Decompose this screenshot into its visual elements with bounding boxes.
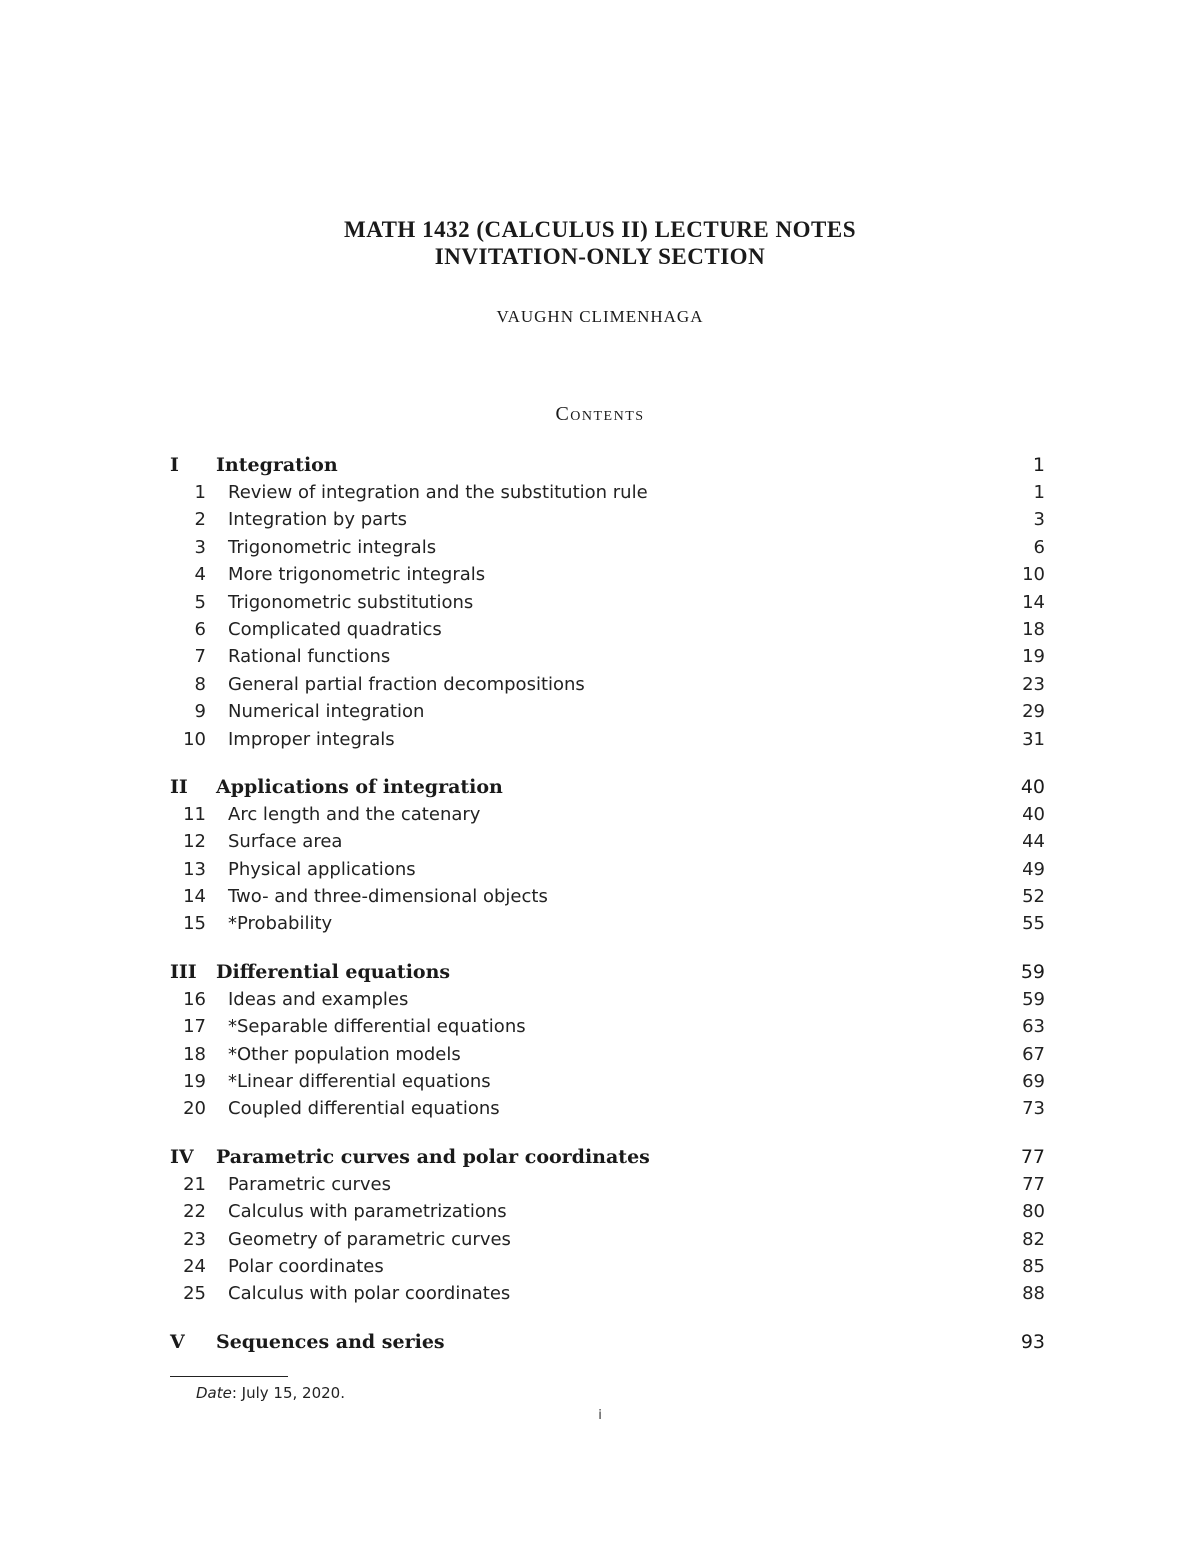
toc-section-page: 63 [1022,1016,1045,1038]
toc-section-title: General partial fraction decompositions [228,673,585,695]
toc-part-heading [170,959,450,986]
toc-part-number: III [170,960,197,983]
toc-part-page: 93 [1020,1330,1045,1353]
toc-section-title: Calculus with polar coordinates [228,1283,511,1305]
toc-section-number: 3 [194,536,206,558]
toc-section-heading [170,561,485,588]
toc-part-entry[interactable] [170,1144,1045,1171]
toc-section-page: 3 [1033,509,1045,531]
toc-section-title: *Linear differential equations [228,1071,491,1093]
toc-section-heading [170,534,436,561]
toc-section-entry[interactable] [170,561,1045,588]
toc-section-page: 6 [1033,536,1045,558]
toc-section-number: 2 [194,509,206,531]
toc-section-heading [170,671,585,698]
footnote-rule [170,1376,288,1377]
toc-section-title: *Other population models [228,1043,461,1065]
toc-section-page: 23 [1022,673,1045,695]
toc-section-heading [170,506,407,533]
toc-section-entry[interactable] [170,883,1045,910]
toc-section-title: Arc length and the catenary [228,803,481,825]
toc-section-entry[interactable] [170,726,1045,753]
toc-part-title: Integration [216,454,338,476]
toc-part [170,774,1045,938]
toc-section-entry[interactable] [170,1013,1045,1040]
toc-section-page: 73 [1022,1098,1045,1120]
toc-section-title: More trigonometric integrals [228,564,486,586]
toc-section-entry[interactable] [170,1280,1045,1307]
toc-section-entry[interactable] [170,801,1045,828]
toc-part-title: Sequences and series [216,1330,445,1353]
toc-section-number: 20 [183,1098,206,1120]
toc-section-page: 18 [1022,618,1045,640]
toc-section-entry[interactable] [170,986,1045,1013]
toc-section-page: 55 [1022,913,1045,935]
title-line-1: MATH 1432 (CALCULUS II) LECTURE NOTES [343,217,856,242]
toc-section-entry[interactable] [170,1171,1045,1198]
toc-section-number: 8 [194,673,206,695]
toc-section-heading [170,589,473,616]
toc-part-heading [170,1144,650,1171]
toc-part-entry[interactable] [170,1329,1045,1356]
toc-section-heading [170,1171,391,1198]
toc-section-entry[interactable] [170,589,1045,616]
toc-part-number: IV [170,1145,194,1168]
footnote-text: : July 15, 2020. [231,1384,345,1402]
title-line-2: INVITATION-ONLY SECTION [434,244,766,269]
toc-part-title: Parametric curves and polar coordinates [216,1145,650,1168]
toc-part-page: 1 [1032,454,1045,476]
toc-section-title: Integration by parts [228,509,407,531]
toc-section-heading [170,856,416,883]
toc-section-heading [170,1226,511,1253]
toc-section-entry[interactable] [170,1095,1045,1122]
toc-section-page: 49 [1022,858,1045,880]
toc-section-page: 59 [1022,988,1045,1010]
toc-part-number: V [170,1330,185,1353]
toc-section-heading [170,801,480,828]
toc-section-entry[interactable] [170,643,1045,670]
toc-section-number: 18 [183,1043,206,1065]
toc-section-number: 15 [183,913,206,935]
toc-section-number: 10 [183,728,206,750]
toc-section-number: 4 [194,564,206,586]
toc-section-page: 29 [1022,701,1045,723]
toc-section-number: 13 [183,858,206,880]
toc-section-page: 31 [1022,728,1045,750]
toc-section-heading [170,1280,510,1307]
toc-section-number: 7 [194,646,206,668]
toc-section-number: 19 [183,1071,206,1093]
toc-section-entry[interactable] [170,910,1045,937]
toc-section-number: 12 [183,831,206,853]
toc-section-number: 25 [183,1283,206,1305]
toc-section-number: 14 [183,886,206,908]
toc-section-page: 14 [1022,591,1045,613]
contents-heading: Contents [555,403,645,425]
toc-section-number: 16 [183,988,206,1010]
toc-section-entry[interactable] [170,671,1045,698]
toc-section-number: 6 [194,618,206,640]
toc-section-heading [170,616,442,643]
toc-section-page: 1 [1033,482,1045,503]
toc-section-title: Two- and three-dimensional objects [228,886,548,908]
toc-part-heading [170,1329,445,1356]
toc-section-title: Polar coordinates [228,1255,384,1277]
toc-section-title: Surface area [228,831,343,853]
toc-part-page: 59 [1020,960,1045,983]
toc-section-page: 19 [1022,646,1045,668]
toc-section-title: Ideas and examples [228,988,409,1010]
toc-section-title: Geometry of parametric curves [228,1228,511,1250]
toc-section-heading [170,1013,526,1040]
toc-section-title: Improper integrals [228,728,395,750]
toc-section-page: 85 [1022,1255,1045,1277]
toc-section-heading [170,479,648,506]
toc-section-entry[interactable] [170,828,1045,855]
toc-part-heading [170,452,338,479]
toc-section-heading [170,698,424,725]
toc-section-heading [170,643,390,670]
toc-part-page: 40 [1020,775,1045,798]
toc-section-title: Complicated quadratics [228,618,442,640]
toc-section-heading [170,1198,507,1225]
toc-part-heading [170,774,503,801]
toc-section-entry[interactable] [170,616,1045,643]
toc-part [170,1144,1045,1308]
toc-section-heading [170,910,332,937]
toc-section-entry[interactable] [170,506,1045,533]
document-title [0,216,1200,270]
toc-section-page: 88 [1022,1283,1045,1305]
toc-section-page: 40 [1022,803,1045,825]
toc-section-entry[interactable] [170,1041,1045,1068]
toc-part [170,959,1045,1123]
toc-section-title: Physical applications [228,858,416,880]
toc-section-entry[interactable] [170,479,1045,506]
toc-section-heading [170,1041,461,1068]
toc-section-entry[interactable] [170,1198,1045,1225]
toc-part-number: II [170,775,188,798]
toc-section-heading [170,1068,491,1095]
toc-section-number: 21 [183,1173,206,1195]
toc-section-page: 80 [1022,1201,1045,1223]
toc-section-heading [170,828,342,855]
toc-section-page: 52 [1022,886,1045,908]
toc-section-title: *Separable differential equations [228,1016,526,1038]
toc-part-entry[interactable] [170,774,1045,801]
toc-section-entry[interactable] [170,856,1045,883]
toc-section-title: Rational functions [228,646,391,668]
toc-section-heading [170,986,408,1013]
toc-part-number: I [170,454,179,476]
toc-section-entry[interactable] [170,1068,1045,1095]
toc-section-title: Coupled differential equations [228,1098,500,1120]
toc-part-entry[interactable] [170,452,1045,479]
author-name: VAUGHN CLIMENHAGA [496,307,704,326]
toc-section-page: 10 [1022,564,1045,586]
toc-part-entry[interactable] [170,959,1045,986]
toc-part-title: Applications of integration [216,775,503,798]
toc-section-title: Numerical integration [228,701,425,723]
toc-section-title: Trigonometric integrals [228,536,437,558]
toc-section-page: 67 [1022,1043,1045,1065]
toc-section-entry[interactable] [170,698,1045,725]
toc-section-title: Trigonometric substitutions [228,591,474,613]
toc-section-page: 77 [1022,1173,1045,1195]
toc-section-page: 44 [1022,831,1045,853]
footnote-label: Date [196,1384,232,1402]
toc-part-title: Differential equations [216,960,451,983]
toc-section-page: 82 [1022,1228,1045,1250]
toc-section-number: 11 [183,803,206,825]
toc-section-title: Parametric curves [228,1173,392,1195]
toc-part [170,1329,1045,1356]
toc-section-number: 9 [194,701,206,723]
toc-section-page: 69 [1022,1071,1045,1093]
toc-section-title: Review of integration and the substitution rule [228,482,648,503]
toc-section-heading [170,883,548,910]
toc-part [170,452,1045,753]
toc-section-entry[interactable] [170,1226,1045,1253]
table-of-contents [170,452,1045,1356]
page-number: i [598,1408,602,1423]
toc-section-heading [170,1253,384,1280]
toc-section-number: 24 [183,1255,206,1277]
footnote [196,1384,345,1402]
toc-part-page: 77 [1020,1145,1045,1168]
toc-section-number: 23 [183,1228,206,1250]
toc-section-heading [170,726,395,753]
toc-section-title: Calculus with parametrizations [228,1201,507,1223]
toc-section-heading [170,1095,500,1122]
toc-section-number: 22 [183,1201,206,1223]
toc-section-title: *Probability [228,913,333,935]
toc-section-number: 1 [194,482,206,503]
toc-section-number: 17 [183,1016,206,1038]
toc-section-entry[interactable] [170,1253,1045,1280]
toc-section-number: 5 [194,591,206,613]
toc-section-entry[interactable] [170,534,1045,561]
